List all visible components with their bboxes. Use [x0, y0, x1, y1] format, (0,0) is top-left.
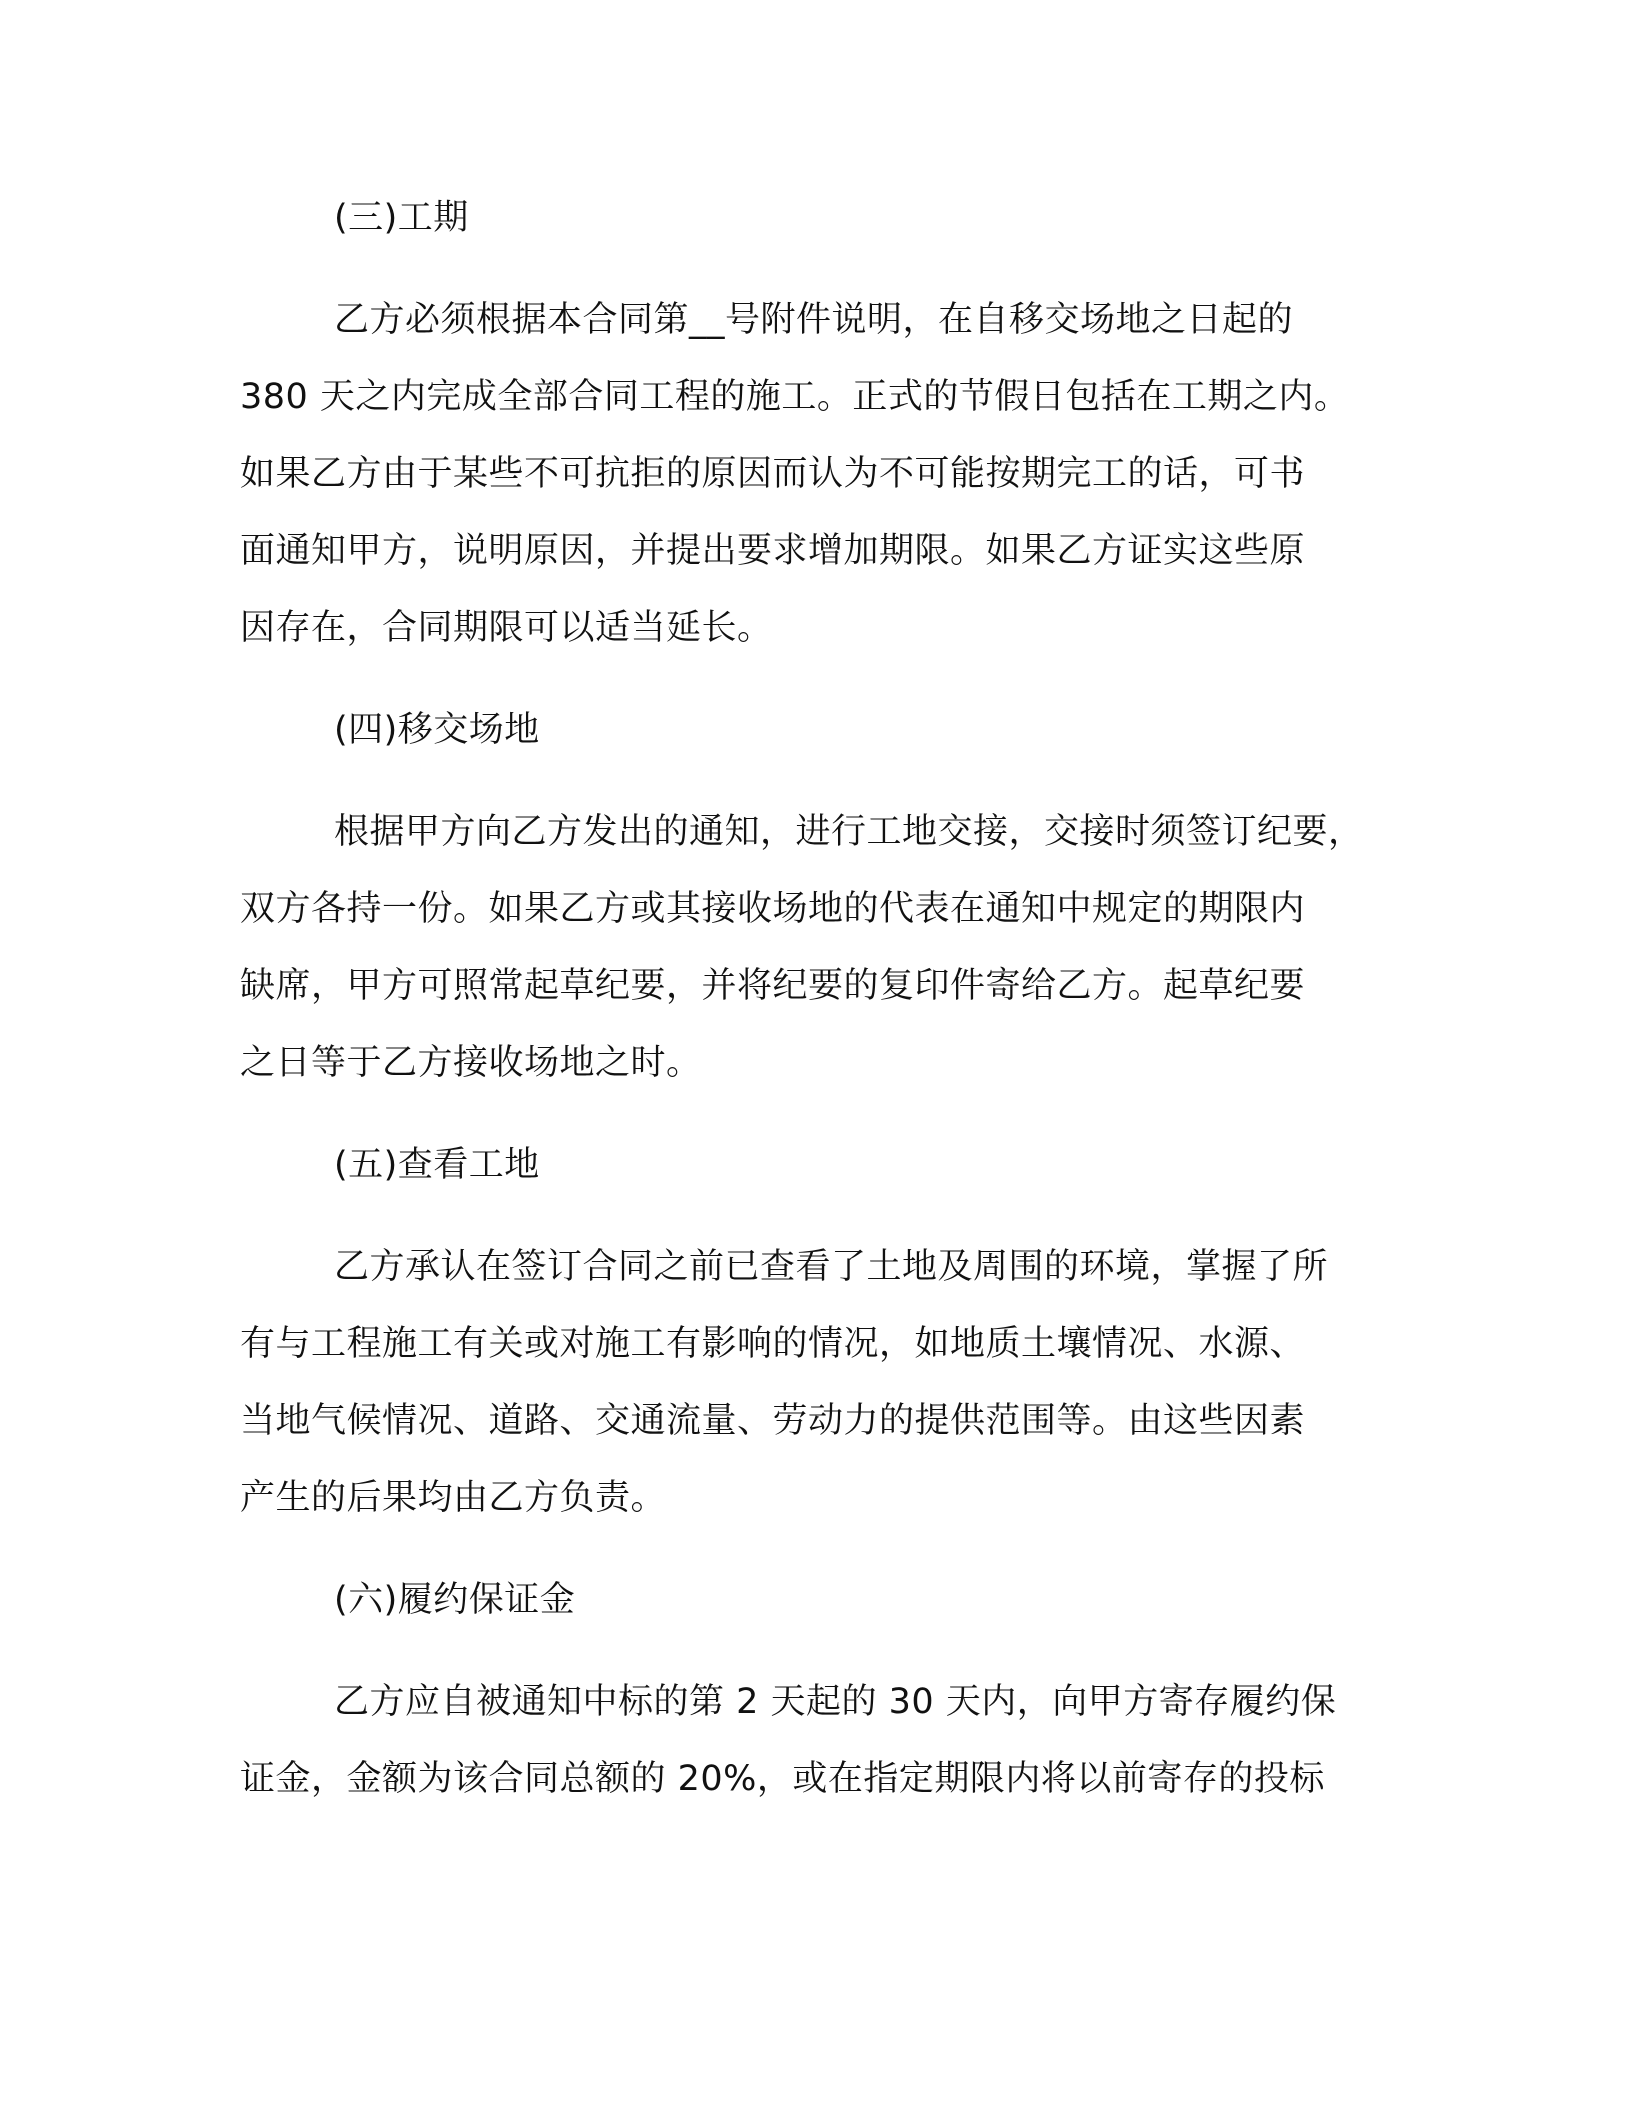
section-heading-site-inspection: (五)查看工地: [334, 1145, 540, 1185]
paragraph-line: 根据甲方向乙方发出的通知，进行工地交接，交接时须签订纪要，: [334, 812, 1364, 852]
section-heading-site-handover: (四)移交场地: [334, 710, 540, 750]
paragraph-line: 当地气候情况、道路、交通流量、劳动力的提供范围等。由这些因素: [240, 1401, 1306, 1441]
paragraph-line: 乙方应自被通知中标的第 2 天起的 30 天内，向甲方寄存履约保: [334, 1682, 1337, 1722]
paragraph-line: 缺席，甲方可照常起草纪要，并将纪要的复印件寄给乙方。起草纪要: [240, 966, 1306, 1006]
paragraph-line: 有与工程施工有关或对施工有影响的情况，如地质土壤情况、水源、: [240, 1324, 1306, 1364]
section-heading-schedule: (三)工期: [334, 198, 469, 238]
paragraph-line: 证金，金额为该合同总额的 20%，或在指定期限内将以前寄存的投标: [240, 1759, 1325, 1799]
paragraph-line: 产生的后果均由乙方负责。: [240, 1478, 667, 1518]
paragraph-line: 双方各持一份。如果乙方或其接收场地的代表在通知中规定的期限内: [240, 889, 1306, 929]
paragraph-line: 如果乙方由于某些不可抗拒的原因而认为不可能按期完工的话，可书: [240, 454, 1306, 494]
paragraph-line: 因存在，合同期限可以适当延长。: [240, 608, 773, 648]
paragraph-line: 380 天之内完成全部合同工程的施工。正式的节假日包括在工期之内。: [240, 377, 1350, 417]
section-heading-performance-bond: (六)履约保证金: [334, 1580, 576, 1620]
document-body: [240, 180, 1410, 1818]
paragraph-line: 乙方承认在签订合同之前已查看了土地及周围的环境，掌握了所: [334, 1247, 1329, 1287]
paragraph-line: 之日等于乙方接收场地之时。: [240, 1043, 702, 1083]
paragraph-line: 面通知甲方，说明原因，并提出要求增加期限。如果乙方证实这些原: [240, 531, 1306, 571]
paragraph-line: 乙方必须根据本合同第__号附件说明，在自移交场地之日起的: [334, 300, 1294, 340]
